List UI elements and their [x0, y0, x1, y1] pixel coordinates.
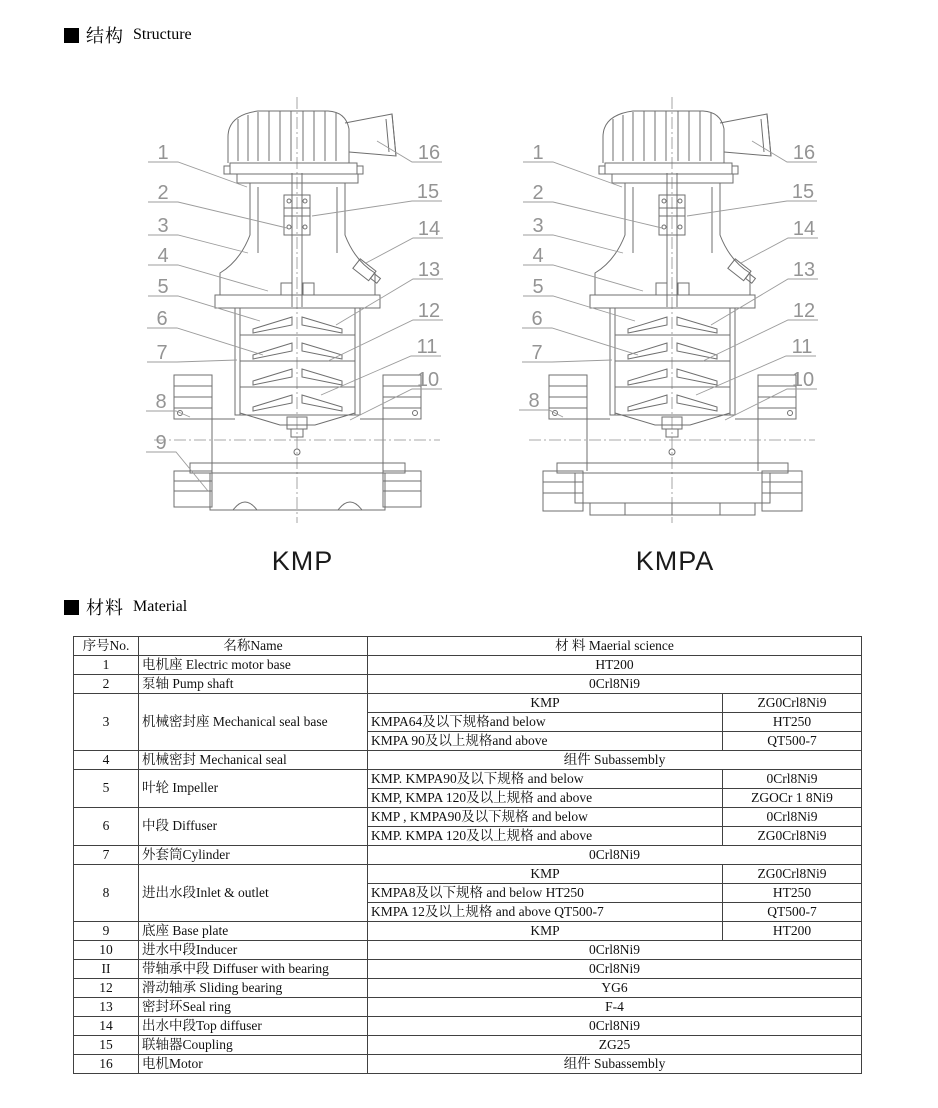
table-row	[74, 998, 862, 1017]
spec-label: KMP	[368, 865, 723, 884]
spec-label: KMPA64及以下规格and below	[368, 713, 723, 732]
row-no: 13	[74, 998, 139, 1017]
callout-number: 6	[531, 308, 543, 330]
material-value: 0Crl8Ni9	[368, 960, 862, 979]
callout-number: 7	[156, 342, 168, 364]
material-value: HT250	[723, 713, 862, 732]
callout-number: 1	[157, 142, 169, 164]
black-square-bullet	[64, 600, 79, 615]
spec-label: KMP , KMPA90及以下规格 and below	[368, 808, 723, 827]
material-heading	[64, 594, 187, 620]
material-value: 0Crl8Ni9	[368, 941, 862, 960]
callout-number: 3	[532, 215, 544, 237]
row-no: 16	[74, 1055, 139, 1074]
table-header-row	[74, 637, 862, 656]
material-value: YG6	[368, 979, 862, 998]
material-value: HT200	[368, 656, 862, 675]
material-value: 组件 Subassembly	[368, 1055, 862, 1074]
callout-number: 15	[416, 181, 440, 203]
material-table	[73, 636, 862, 1074]
material-value: HT250	[723, 884, 862, 903]
material-value: F-4	[368, 998, 862, 1017]
part-name: 出水中段Top diffuser	[139, 1017, 368, 1036]
table-row	[74, 865, 862, 884]
callout-number: 16	[792, 142, 816, 164]
part-name: 叶轮 Impeller	[139, 770, 368, 808]
table-row	[74, 960, 862, 979]
table-row	[74, 846, 862, 865]
callout-number: 13	[792, 259, 816, 281]
callout-number: 16	[417, 142, 441, 164]
black-square-bullet	[64, 28, 79, 43]
material-heading-en: Material	[133, 598, 188, 615]
spec-label: KMPA 12及以上规格 and above QT500-7	[368, 903, 723, 922]
material-value: ZG0Crl8Ni9	[723, 694, 862, 713]
callout-number: 1	[532, 142, 544, 164]
row-no: 5	[74, 770, 139, 808]
material-value: QT500-7	[723, 903, 862, 922]
callout-number: 4	[532, 245, 544, 267]
row-no: 4	[74, 751, 139, 770]
diagram-label-kmp: KMP	[271, 546, 334, 576]
part-name: 外套筒Cylinder	[139, 846, 368, 865]
material-value: ZG0Crl8Ni9	[723, 865, 862, 884]
part-name: 进水中段Inducer	[139, 941, 368, 960]
material-value: HT200	[723, 922, 862, 941]
col-header-material: 材 料 Maerial science	[368, 637, 862, 656]
callout-number: 2	[157, 182, 169, 204]
structure-heading	[64, 22, 192, 48]
spec-label: KMP	[368, 694, 723, 713]
part-name: 泵轴 Pump shaft	[139, 675, 368, 694]
callout-number: 8	[528, 390, 540, 412]
part-name: 滑动轴承 Sliding bearing	[139, 979, 368, 998]
row-no: 2	[74, 675, 139, 694]
callout-number: 12	[792, 300, 816, 322]
material-heading-zh: 材料	[86, 598, 124, 618]
material-value: 组件 Subassembly	[368, 751, 862, 770]
callout-number: 13	[417, 259, 441, 281]
part-name: 进出水段Inlet & outlet	[139, 865, 368, 922]
table-row	[74, 941, 862, 960]
col-header-name: 名称Name	[139, 637, 368, 656]
structure-heading-en: Structure	[133, 26, 192, 43]
spec-label: KMP. KMPA90及以下规格 and below	[368, 770, 723, 789]
row-no: II	[74, 960, 139, 979]
callout-number: 7	[531, 342, 543, 364]
row-no: 7	[74, 846, 139, 865]
part-name: 底座 Base plate	[139, 922, 368, 941]
row-no: 8	[74, 865, 139, 922]
spec-label: KMPA 90及以上规格and above	[368, 732, 723, 751]
callout-number: 11	[416, 336, 438, 358]
material-value: ZG0Crl8Ni9	[723, 827, 862, 846]
callout-number: 11	[791, 336, 813, 358]
callout-number: 5	[157, 276, 169, 298]
table-row	[74, 979, 862, 998]
material-value: 0Crl8Ni9	[368, 675, 862, 694]
callout-number: 12	[417, 300, 441, 322]
table-row	[74, 694, 862, 713]
table-row	[74, 1036, 862, 1055]
table-row	[74, 922, 862, 941]
material-value: ZG25	[368, 1036, 862, 1055]
table-row	[74, 808, 862, 827]
table-row	[74, 751, 862, 770]
callout-number: 9	[155, 432, 167, 454]
table-row	[74, 675, 862, 694]
spec-label: KMP, KMPA 120及以上规格 and above	[368, 789, 723, 808]
pump-diagram-kmpa	[515, 95, 825, 540]
table-row	[74, 656, 862, 675]
callout-number: 6	[156, 308, 168, 330]
part-name: 中段 Diffuser	[139, 808, 368, 846]
callout-number: 10	[791, 369, 815, 391]
spec-label: KMPA8及以下规格 and below HT250	[368, 884, 723, 903]
table-row	[74, 1055, 862, 1074]
pump-diagram-kmp	[140, 95, 450, 540]
part-name: 机械密封 Mechanical seal	[139, 751, 368, 770]
table-row	[74, 1017, 862, 1036]
callout-number: 2	[532, 182, 544, 204]
row-no: 14	[74, 1017, 139, 1036]
callout-number: 3	[157, 215, 169, 237]
row-no: 1	[74, 656, 139, 675]
part-name: 电机Motor	[139, 1055, 368, 1074]
col-header-no: 序号No.	[74, 637, 139, 656]
callouts-kmp	[146, 141, 443, 491]
table-row	[74, 770, 862, 789]
part-name: 电机座 Electric motor base	[139, 656, 368, 675]
callout-number: 10	[416, 369, 440, 391]
row-no: 10	[74, 941, 139, 960]
callout-number: 5	[532, 276, 544, 298]
row-no: 6	[74, 808, 139, 846]
row-no: 12	[74, 979, 139, 998]
diagram-label-kmpa: KMPA	[635, 546, 715, 576]
material-value: 0Crl8Ni9	[368, 846, 862, 865]
part-name: 带轴承中段 Diffuser with bearing	[139, 960, 368, 979]
callout-number: 14	[792, 218, 816, 240]
material-value: 0Crl8Ni9	[723, 808, 862, 827]
part-name: 机械密封座 Mechanical seal base	[139, 694, 368, 751]
row-no: 15	[74, 1036, 139, 1055]
callout-number: 4	[157, 245, 169, 267]
spec-label: KMP	[368, 922, 723, 941]
callout-number: 15	[791, 181, 815, 203]
material-value: QT500-7	[723, 732, 862, 751]
material-value: 0Crl8Ni9	[723, 770, 862, 789]
callout-number: 14	[417, 218, 441, 240]
spec-label: KMP. KMPA 120及以上规格 and above	[368, 827, 723, 846]
row-no: 9	[74, 922, 139, 941]
material-value: ZGOCr 1 8Ni9	[723, 789, 862, 808]
material-value: 0Crl8Ni9	[368, 1017, 862, 1036]
part-name: 联轴器Coupling	[139, 1036, 368, 1055]
part-name: 密封环Seal ring	[139, 998, 368, 1017]
row-no: 3	[74, 694, 139, 751]
structure-heading-zh: 结构	[86, 26, 124, 46]
callout-number: 8	[155, 391, 167, 413]
